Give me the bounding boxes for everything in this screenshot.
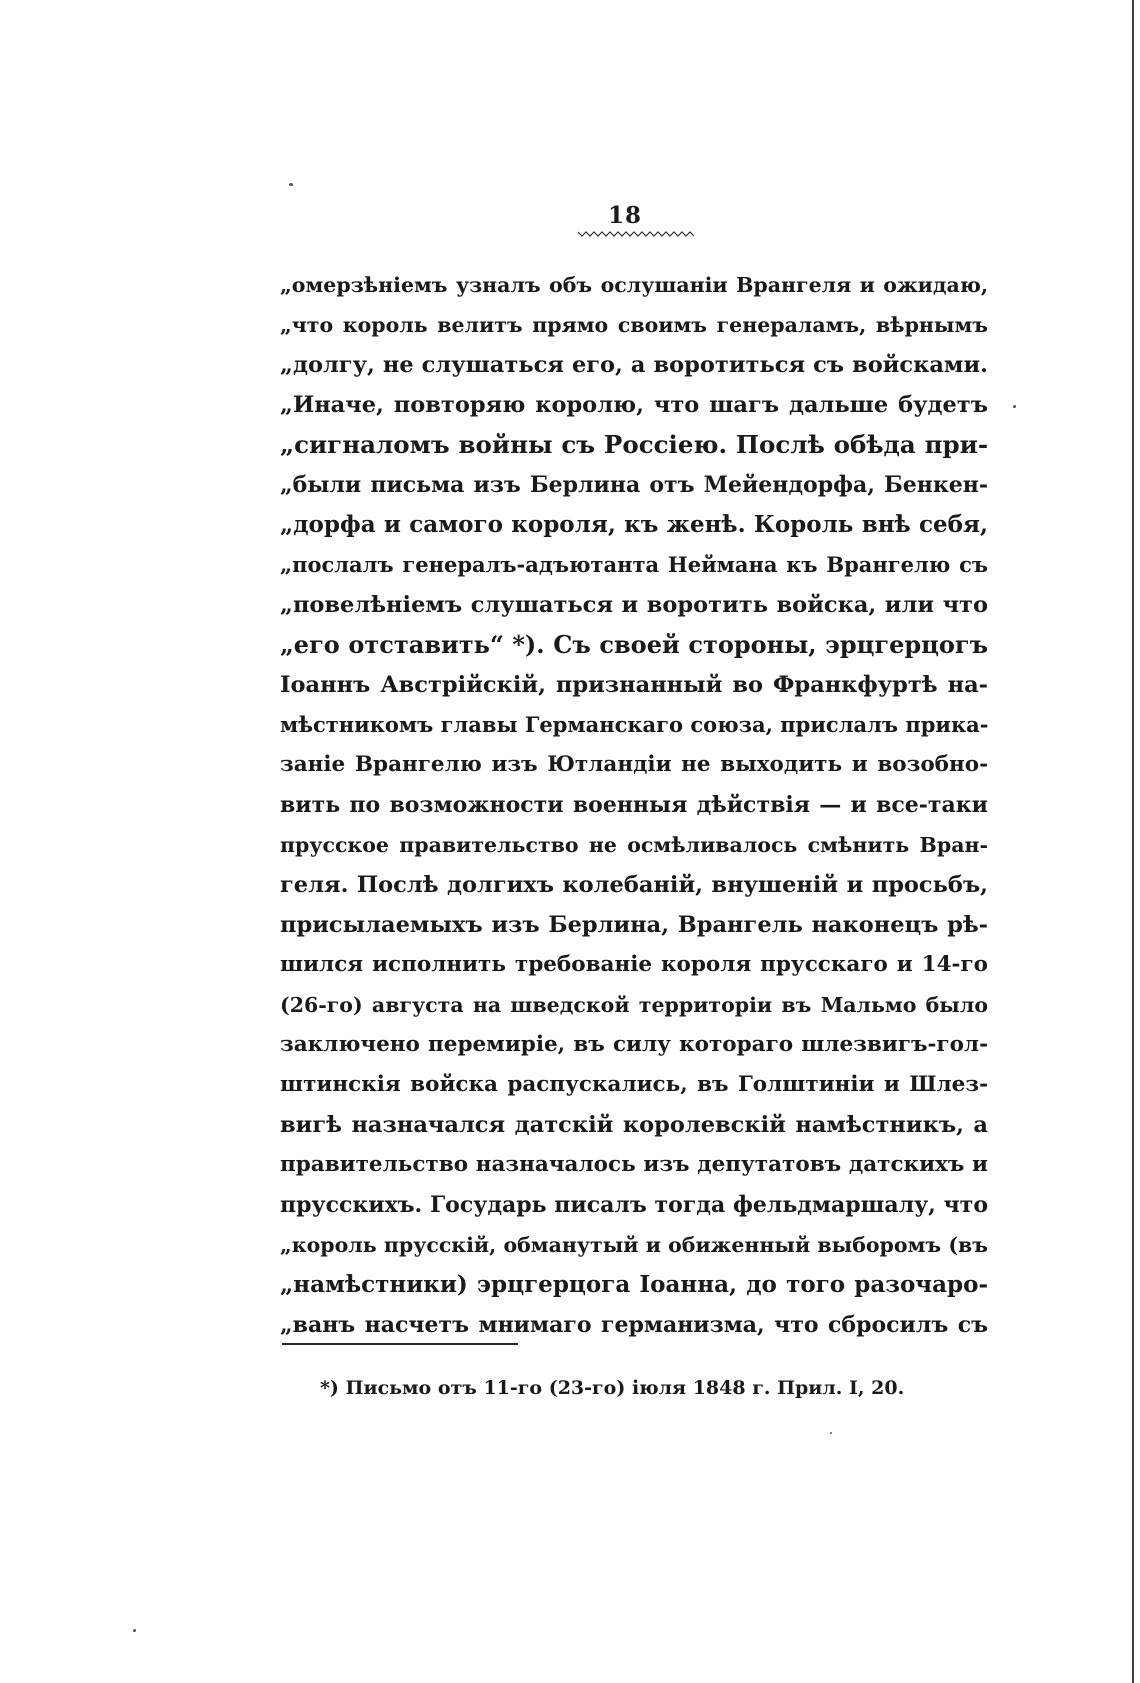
text-line: геля. Послѣ долгихъ колебаній, внушеній и просьбъ,: [280, 872, 988, 898]
text-line: шился исполнить требованіе короля прусскаго и 14-го: [280, 952, 988, 977]
text-line: „ванъ насчетъ мнимаго германизма, что сбросилъ съ: [280, 1312, 988, 1338]
text-line: Іоаннъ Австрійскій, признанный во Франкфуртѣ на-: [280, 672, 988, 698]
text-line: мѣстникомъ главы Германскаго союза, прислалъ прика-: [280, 712, 988, 737]
text-line: заключено перемиріе, въ силу котораго шлезвигъ-гол-: [280, 1032, 988, 1057]
text-line: „омерзѣніемъ узналъ объ ослушаніи Врангеля и ожидаю,: [280, 273, 988, 297]
text-line: присылаемыхъ изъ Берлина, Врангель наконецъ рѣ-: [280, 912, 988, 938]
page-number: 18: [607, 202, 642, 229]
speck: [133, 1629, 136, 1632]
text-line: „сигналомъ войны съ Россіею. Послѣ обѣда при-: [280, 430, 988, 459]
text-line: „король прусскій, обманутый и обиженный выборомъ (въ: [280, 1233, 988, 1257]
text-line: вить по возможности военныя дѣйствія — и все-таки: [280, 792, 988, 818]
body-text: [280, 265, 988, 1345]
text-line: „повелѣніемъ слушаться и воротить войска, или что: [280, 592, 988, 618]
text-line: „послалъ генералъ-адъютанта Неймана къ Врангелю съ: [280, 552, 988, 577]
text-line: правительство назначалось изъ депутатовъ датскихъ и: [280, 1152, 988, 1177]
text-line: „были письма изъ Берлина отъ Мейендорфа, Бенкен-: [280, 472, 988, 498]
text-line: вигѣ назначался датскій королевскій намѣстникъ, а: [280, 1112, 988, 1138]
text-line: прусскихъ. Государь писалъ тогда фельдмаршалу, что: [280, 1192, 988, 1218]
text-line: „Иначе, повторяю королю, что шагъ дальше будетъ: [280, 392, 988, 418]
text-line: заніе Врангелю изъ Ютландіи не выходить и возобно-: [280, 752, 988, 777]
text-line: „долгу, не слушаться его, а воротиться съ войсками.: [280, 352, 988, 378]
speck: [289, 183, 293, 186]
text-line: „что король велитъ прямо своимъ генераламъ, вѣрнымъ: [280, 313, 988, 337]
speck: [1013, 405, 1016, 408]
footnote-rule: [282, 1343, 518, 1345]
scan-edge: [1132, 0, 1134, 1683]
page-number-wavy-rule: [578, 230, 694, 238]
text-line: „его отставить“ *). Съ своей стороны, эрцгерцогъ: [280, 630, 988, 659]
footnote: *) Письмо отъ 11-го (23-го) іюля 1848 г. Прил. I, 20.: [320, 1377, 905, 1399]
speck: [830, 1432, 832, 1434]
text-line: (26-го) августа на шведской территоріи въ Мальмо было: [280, 993, 988, 1017]
text-line: прусское правительство не осмѣливалось смѣнить Вран-: [280, 833, 988, 857]
text-line: „дорфа и самого короля, къ женѣ. Король внѣ себя,: [280, 511, 988, 538]
text-line: „намѣстники) эрцгерцога Іоанна, до того разочаро-: [280, 1271, 988, 1298]
text-line: штинскія войска распускались, въ Голштиніи и Шлез-: [280, 1072, 988, 1097]
